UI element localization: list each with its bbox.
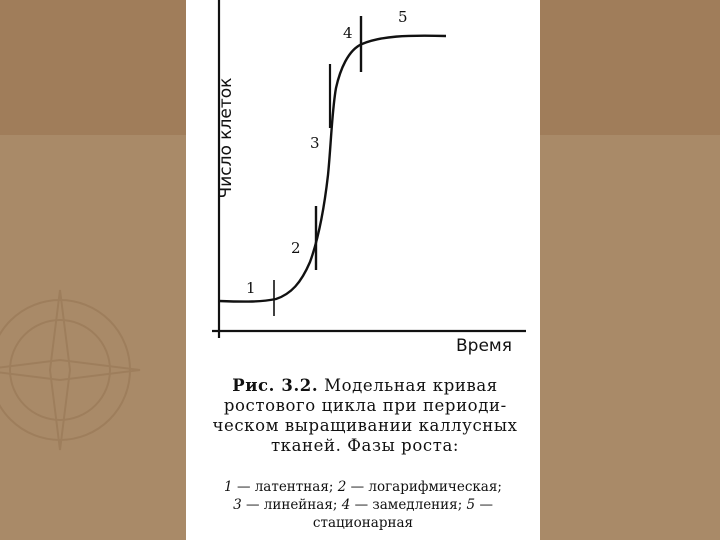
legend-num-3: 3 [233,497,242,513]
phase-label-3: 3 [310,134,320,152]
legend-text-2: — логарифмическая; [350,479,502,495]
phase-legend [190,478,536,532]
legend-text-4: — замедления; [354,497,463,513]
figure-caption [200,376,530,456]
growth-curve [219,36,446,302]
y-axis-label: Число клеток [216,77,236,199]
legend-num-2: 2 [337,479,347,495]
legend-text-1: — латентная; [236,479,334,495]
caption-text: Модельная кривая ростового цикла при периодическом выращивании каллусных тканей. Фазы роста: [212,376,518,455]
x-axis-label: Время [456,336,512,356]
phase-label-1: 1 [246,279,256,297]
figure-paper [186,0,540,540]
legend-tail: стационарная [312,515,414,531]
phase-label-4: 4 [343,24,353,42]
legend-text-3: — линейная; [245,497,338,513]
phase-label-2: 2 [291,239,301,257]
legend-text-5: — [479,497,493,513]
legend-num-1: 1 [224,479,233,495]
phase-label-5: 5 [398,8,408,26]
legend-num-4: 4 [341,497,351,513]
caption-prefix: Рис. 3.2. [232,376,319,395]
compass-watermark [0,250,180,510]
growth-curve-plot [186,0,540,370]
legend-num-5: 5 [466,497,476,513]
